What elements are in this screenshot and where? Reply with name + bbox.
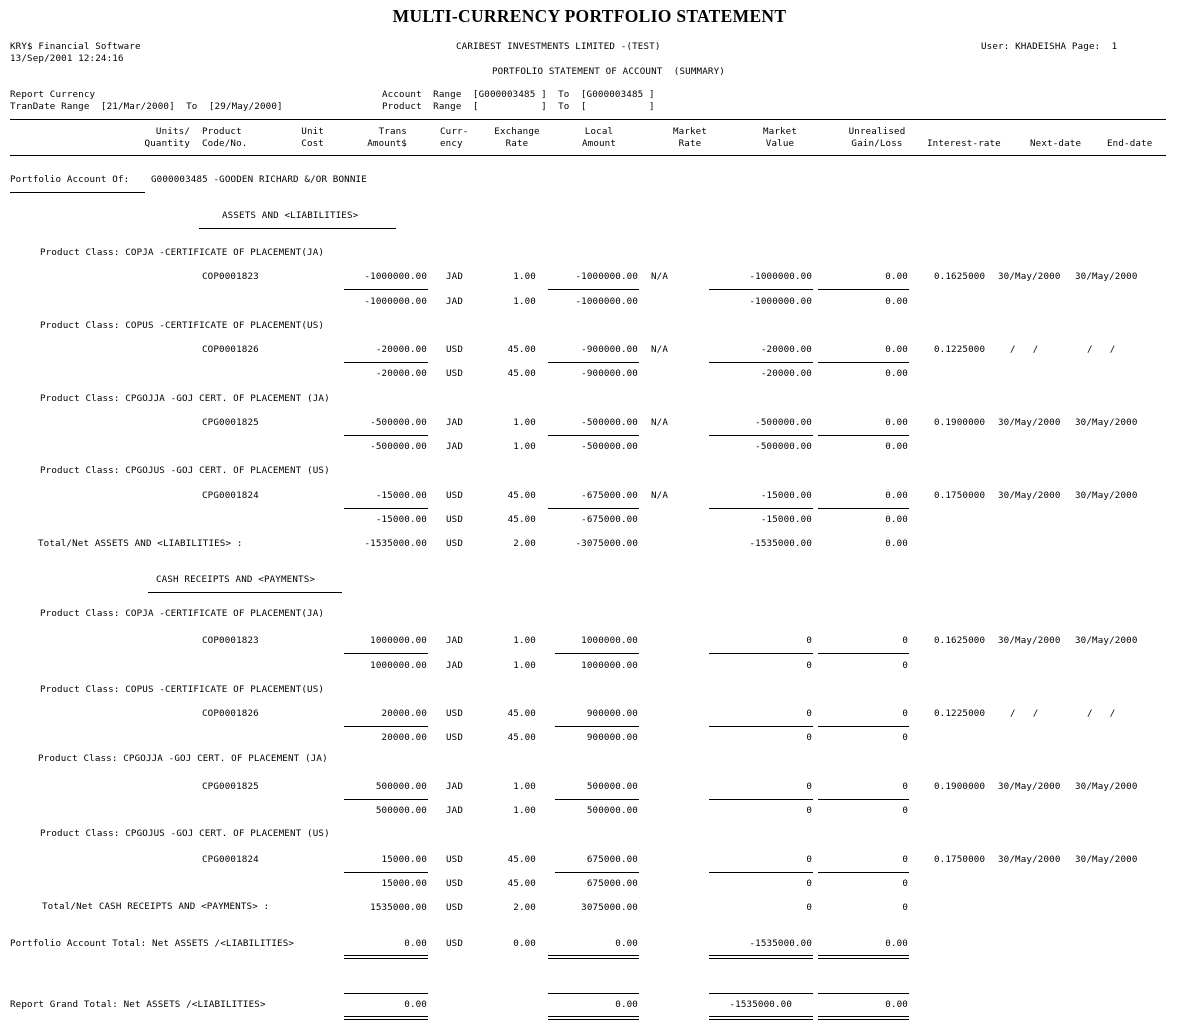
trans-amount: 0.00	[404, 999, 427, 1010]
subtotal-rule	[818, 435, 909, 436]
trans-amount: -1535000.00	[364, 538, 427, 549]
unrealised-gain: 0.00	[885, 271, 908, 282]
product-range: Product Range [ ] To [ ]	[382, 101, 655, 112]
exchange-rate: 1.00	[513, 271, 536, 282]
trans-amount: -15000.00	[375, 490, 427, 501]
local-amount: 675000.00	[586, 878, 638, 889]
exchange-rate: 2.00	[513, 902, 536, 913]
col-local-amount: Local Amount	[581, 126, 617, 149]
trans-amount: -1000000.00	[364, 271, 427, 282]
market-value: -1000000.00	[749, 271, 812, 282]
interest-rate: 0.1750000	[934, 490, 986, 501]
currency: JAD	[446, 441, 464, 452]
market-value: 0	[806, 635, 812, 646]
end-date: 30/May/2000	[1075, 271, 1138, 282]
next-date: 30/May/2000	[998, 854, 1061, 865]
portfolio-account-name: G000003485 -GOODEN RICHARD &/OR BONNIE	[151, 174, 367, 185]
subtotal-rule	[344, 508, 428, 509]
local-amount: 500000.00	[586, 805, 638, 816]
interest-rate: 0.1225000	[934, 708, 986, 719]
unrealised-gain: 0.00	[885, 538, 908, 549]
market-value: -500000.00	[755, 441, 812, 452]
interest-rate: 0.1225000	[934, 344, 986, 355]
col-unrealised: Unrealised Gain/Loss	[848, 126, 906, 149]
interest-rate: 0.1625000	[934, 271, 986, 282]
local-amount: 0.00	[615, 999, 638, 1010]
next-date: / /	[1010, 708, 1039, 719]
local-amount: 675000.00	[586, 854, 638, 865]
end-date: 30/May/2000	[1075, 781, 1138, 792]
market-rate: N/A	[651, 417, 669, 428]
col-end-date: End-date	[1107, 138, 1153, 149]
exchange-rate: 1.00	[513, 660, 536, 671]
exchange-rate: 45.00	[507, 490, 536, 501]
market-value: -15000.00	[760, 490, 812, 501]
local-amount: 1000000.00	[581, 635, 638, 646]
header-rule-bottom	[10, 155, 1166, 156]
currency: JAD	[446, 296, 464, 307]
unrealised-gain: 0.00	[885, 368, 908, 379]
grand-total-rule	[818, 993, 909, 994]
local-amount: 900000.00	[586, 732, 638, 743]
interest-rate: 0.1900000	[934, 781, 986, 792]
market-value: -1535000.00	[749, 538, 812, 549]
double-rule	[818, 955, 909, 959]
trans-amount: 1000000.00	[370, 660, 427, 671]
exchange-rate: 45.00	[507, 708, 536, 719]
exchange-rate: 45.00	[507, 344, 536, 355]
next-date: 30/May/2000	[998, 490, 1061, 501]
total-label: Portfolio Account Total: Net ASSETS /<LIABILITIES>	[10, 938, 295, 949]
col-currency: Curr- ency	[440, 126, 469, 149]
subtotal-rule	[709, 289, 813, 290]
trans-amount: -1000000.00	[364, 296, 427, 307]
account-range: Account Range [G000003485 ] To [G000003485 ]	[382, 89, 655, 100]
subtotal-rule	[344, 653, 428, 654]
market-value: 0	[806, 781, 812, 792]
interest-rate: 0.1750000	[934, 854, 986, 865]
unrealised-gain: 0.00	[885, 417, 908, 428]
unrealised-gain: 0	[902, 902, 908, 913]
market-value: -500000.00	[755, 417, 812, 428]
subtotal-rule	[555, 872, 639, 873]
market-value: 0	[806, 902, 812, 913]
currency: JAD	[446, 660, 464, 671]
unrealised-gain: 0	[902, 660, 908, 671]
cash-heading-underline	[148, 592, 342, 593]
local-amount: -500000.00	[581, 441, 638, 452]
header-rule-top	[10, 119, 1166, 120]
unrealised-gain: 0	[902, 635, 908, 646]
col-market-rate: Market Rate	[672, 126, 708, 149]
unrealised-gain: 0.00	[885, 514, 908, 525]
market-value: 0	[806, 854, 812, 865]
unrealised-gain: 0.00	[885, 296, 908, 307]
grand-total-rule	[709, 993, 813, 994]
grand-total-rule	[344, 993, 428, 994]
market-value: 0	[806, 660, 812, 671]
next-date: 30/May/2000	[998, 417, 1061, 428]
end-date: / /	[1087, 708, 1116, 719]
double-rule	[548, 955, 639, 959]
unrealised-gain: 0	[902, 878, 908, 889]
currency: JAD	[446, 417, 464, 428]
report-title: MULTI-CURRENCY PORTFOLIO STATEMENT	[392, 6, 787, 26]
trans-amount: -500000.00	[370, 441, 427, 452]
local-amount: -900000.00	[581, 344, 638, 355]
subtotal-rule	[818, 799, 909, 800]
local-amount: -500000.00	[581, 417, 638, 428]
trans-amount: 20000.00	[381, 708, 427, 719]
subtotal-rule	[344, 289, 428, 290]
company-name: CARIBEST INVESTMENTS LIMITED -(TEST)	[456, 41, 661, 52]
currency: JAD	[446, 805, 464, 816]
exchange-rate: 1.00	[513, 296, 536, 307]
col-interest-rate: Interest-rate	[927, 138, 1001, 149]
currency: JAD	[446, 781, 464, 792]
market-value: 0	[806, 732, 812, 743]
market-rate: N/A	[651, 271, 669, 282]
col-units: Units/ Quantity	[144, 126, 190, 149]
trans-amount: 1000000.00	[370, 635, 427, 646]
double-rule	[344, 1016, 428, 1020]
subtotal-rule	[548, 362, 639, 363]
trans-amount: -15000.00	[375, 514, 427, 525]
subtotal-rule	[344, 435, 428, 436]
trans-amount: 500000.00	[375, 805, 427, 816]
portfolio-account-label: Portfolio Account Of:	[10, 174, 130, 185]
grand-total-rule	[548, 993, 639, 994]
trans-amount: 20000.00	[381, 732, 427, 743]
local-amount: -675000.00	[581, 490, 638, 501]
local-amount: 3075000.00	[581, 902, 638, 913]
market-value: 0	[806, 708, 812, 719]
cash-class-1-label: Product Class: COPJA -CERTIFICATE OF PLACEMENT(JA)	[40, 608, 325, 619]
next-date: 30/May/2000	[998, 635, 1061, 646]
subtotal-rule	[344, 799, 428, 800]
double-rule	[344, 955, 428, 959]
market-rate: N/A	[651, 490, 669, 501]
market-value: 0	[806, 805, 812, 816]
interest-rate: 0.1900000	[934, 417, 986, 428]
unrealised-gain: 0	[902, 781, 908, 792]
unrealised-gain: 0.00	[885, 441, 908, 452]
trans-amount: 500000.00	[375, 781, 427, 792]
market-value: -1535000.00	[749, 938, 812, 949]
currency: USD	[446, 902, 464, 913]
report-datetime: 13/Sep/2001 12:24:16	[10, 53, 124, 64]
unrealised-gain: 0	[902, 854, 908, 865]
trandate-range: TranDate Range [21/Mar/2000] To [29/May/2000]	[10, 101, 283, 112]
exchange-rate: 1.00	[513, 781, 536, 792]
subtotal-rule	[818, 726, 909, 727]
subtotal-rule	[709, 653, 813, 654]
currency: USD	[446, 854, 464, 865]
product-code: CPG0001824	[202, 490, 259, 501]
unrealised-gain: 0.00	[885, 938, 908, 949]
user-page: User: KHADEISHA Page: 1	[981, 41, 1118, 52]
total-label: Total/Net ASSETS AND <LIABILITIES> :	[38, 538, 243, 549]
local-amount: -1000000.00	[575, 271, 638, 282]
subtotal-rule	[555, 653, 639, 654]
col-exchange-rate: Exchange Rate	[494, 126, 540, 149]
interest-rate: 0.1625000	[934, 635, 986, 646]
currency: USD	[446, 490, 464, 501]
col-trans-amount: Trans Amount$	[367, 126, 407, 149]
unrealised-gain: 0.00	[885, 490, 908, 501]
subtotal-rule	[709, 872, 813, 873]
subtotal-rule	[555, 799, 639, 800]
currency: USD	[446, 538, 464, 549]
unrealised-gain: 0.00	[885, 344, 908, 355]
currency: USD	[446, 878, 464, 889]
exchange-rate: 1.00	[513, 635, 536, 646]
col-market-value: Market Value	[762, 126, 798, 149]
unrealised-gain: 0	[902, 732, 908, 743]
trans-amount: -500000.00	[370, 417, 427, 428]
subtotal-rule	[709, 726, 813, 727]
subtotal-rule	[818, 508, 909, 509]
product-code: COP0001826	[202, 344, 259, 355]
end-date: 30/May/2000	[1075, 490, 1138, 501]
local-amount: 900000.00	[586, 708, 638, 719]
trans-amount: -20000.00	[375, 344, 427, 355]
currency: USD	[446, 708, 464, 719]
product-code: COP0001823	[202, 635, 259, 646]
market-value: -15000.00	[760, 514, 812, 525]
end-date: 30/May/2000	[1075, 635, 1138, 646]
local-amount: -1000000.00	[575, 296, 638, 307]
next-date: / /	[1010, 344, 1039, 355]
cash-class-3-label: Product Class: CPGOJJA -GOJ CERT. OF PLACEMENT (JA)	[38, 753, 328, 764]
subtotal-rule	[818, 872, 909, 873]
subtotal-rule	[548, 508, 639, 509]
market-rate: N/A	[651, 344, 669, 355]
report-currency: Report Currency	[10, 89, 96, 100]
subtotal-rule	[818, 653, 909, 654]
market-value: -20000.00	[760, 344, 812, 355]
assets-heading-underline	[199, 228, 396, 229]
local-amount: 500000.00	[586, 781, 638, 792]
currency: USD	[446, 732, 464, 743]
end-date: 30/May/2000	[1075, 854, 1138, 865]
cash-class-4-label: Product Class: CPGOJUS -GOJ CERT. OF PLACEMENT (US)	[40, 828, 330, 839]
total-label: Total/Net CASH RECEIPTS AND <PAYMENTS> :	[42, 901, 270, 912]
subtotal-rule	[555, 726, 639, 727]
assets-heading: ASSETS AND <LIABILITIES>	[222, 210, 359, 221]
subtotal-rule	[548, 435, 639, 436]
subtotal-rule	[709, 435, 813, 436]
double-rule	[709, 1016, 813, 1020]
trans-amount: 15000.00	[381, 854, 427, 865]
unrealised-gain: 0	[902, 805, 908, 816]
subtotal-rule	[818, 362, 909, 363]
subtotal-rule	[709, 362, 813, 363]
exchange-rate: 45.00	[507, 878, 536, 889]
exchange-rate: 45.00	[507, 368, 536, 379]
col-next-date: Next-date	[1030, 138, 1082, 149]
subtotal-rule	[548, 289, 639, 290]
end-date: 30/May/2000	[1075, 417, 1138, 428]
local-amount: 1000000.00	[581, 660, 638, 671]
col-unit-cost: Unit Cost	[301, 126, 324, 149]
trans-amount: 0.00	[404, 938, 427, 949]
exchange-rate: 1.00	[513, 417, 536, 428]
product-code: CPG0001825	[202, 781, 259, 792]
col-product: Product Code/No.	[202, 126, 248, 149]
currency: USD	[446, 938, 464, 949]
product-code: CPG0001824	[202, 854, 259, 865]
currency: JAD	[446, 271, 464, 282]
local-amount: -3075000.00	[575, 538, 638, 549]
trans-amount: 15000.00	[381, 878, 427, 889]
local-amount: -675000.00	[581, 514, 638, 525]
exchange-rate: 45.00	[507, 732, 536, 743]
subtotal-rule	[709, 799, 813, 800]
exchange-rate: 2.00	[513, 538, 536, 549]
local-amount: 0.00	[615, 938, 638, 949]
currency: JAD	[446, 635, 464, 646]
end-date: / /	[1087, 344, 1116, 355]
unrealised-gain: 0.00	[885, 999, 908, 1010]
double-rule	[818, 1016, 909, 1020]
exchange-rate: 45.00	[507, 854, 536, 865]
double-rule	[709, 955, 813, 959]
report-name: PORTFOLIO STATEMENT OF ACCOUNT (SUMMARY)	[492, 66, 725, 77]
subtotal-rule	[344, 726, 428, 727]
unrealised-gain: 0	[902, 708, 908, 719]
exchange-rate: 0.00	[513, 938, 536, 949]
subtotal-rule	[344, 362, 428, 363]
next-date: 30/May/2000	[998, 271, 1061, 282]
trans-amount: -20000.00	[375, 368, 427, 379]
assets-class-3-label: Product Class: CPGOJJA -GOJ CERT. OF PLACEMENT (JA)	[40, 393, 330, 404]
exchange-rate: 1.00	[513, 805, 536, 816]
currency: USD	[446, 514, 464, 525]
subtotal-rule	[709, 508, 813, 509]
subtotal-rule	[818, 289, 909, 290]
market-value: 0	[806, 878, 812, 889]
assets-class-1-label: Product Class: COPJA -CERTIFICATE OF PLACEMENT(JA)	[40, 247, 325, 258]
cash-heading: CASH RECEIPTS AND <PAYMENTS>	[156, 574, 316, 585]
market-value: -1000000.00	[749, 296, 812, 307]
cash-class-2-label: Product Class: COPUS -CERTIFICATE OF PLACEMENT(US)	[40, 684, 325, 695]
total-label: Report Grand Total: Net ASSETS /<LIABILITIES>	[10, 999, 266, 1010]
exchange-rate: 45.00	[507, 514, 536, 525]
market-value: -20000.00	[760, 368, 812, 379]
exchange-rate: 1.00	[513, 441, 536, 452]
product-code: CPG0001825	[202, 417, 259, 428]
next-date: 30/May/2000	[998, 781, 1061, 792]
currency: USD	[446, 344, 464, 355]
product-code: COP0001826	[202, 708, 259, 719]
double-rule	[548, 1016, 639, 1020]
subtotal-rule	[344, 872, 428, 873]
software-name: KRY$ Financial Software	[10, 41, 141, 52]
portfolio-underline	[10, 192, 145, 193]
assets-class-2-label: Product Class: COPUS -CERTIFICATE OF PLACEMENT(US)	[40, 320, 325, 331]
assets-class-4-label: Product Class: CPGOJUS -GOJ CERT. OF PLACEMENT (US)	[40, 465, 330, 476]
trans-amount: 1535000.00	[370, 902, 427, 913]
currency: USD	[446, 368, 464, 379]
product-code: COP0001823	[202, 271, 259, 282]
market-value: -1535000.00	[729, 999, 792, 1010]
local-amount: -900000.00	[581, 368, 638, 379]
